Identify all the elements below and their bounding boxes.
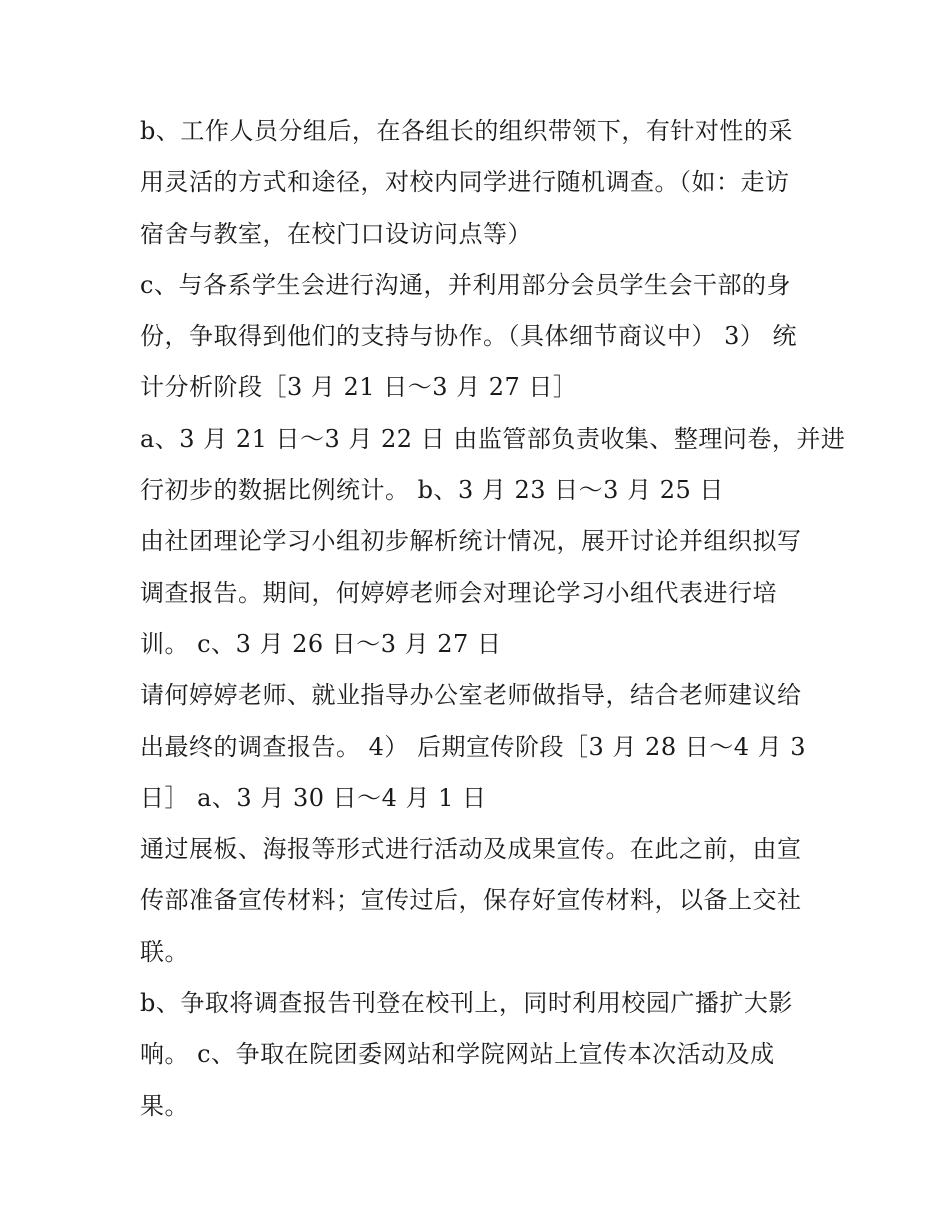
text-line-2: 用灵活的方式和途径，对校内同学进行随机调查。（如：走访: [140, 168, 790, 197]
text-line-11: 训。 c、3 月 26 日～3 月 27 日: [140, 629, 502, 658]
text-line-14: 日］ a、3 月 30 日～4 月 1 日: [140, 783, 487, 812]
text-line-18: b、争取将调查报告刊登在校刊上，同时利用校园广播扩大影: [140, 989, 793, 1018]
text-line-3: 宿舍与教室，在校门口设访问点等）: [140, 219, 532, 248]
text-line-4: c、与各系学生会进行沟通，并利用部分会员学生会干部的身: [140, 270, 791, 299]
text-line-16: 传部准备宣传材料；宣传过后，保存好宣传材料，以备上交社: [140, 886, 802, 915]
text-line-15: 通过展板、海报等形式进行活动及成果宣传。在此之前，由宣: [140, 835, 802, 864]
text-line-1: b、工作人员分组后，在各组长的组织带领下，有针对性的采: [140, 117, 793, 145]
text-line-8: 行初步的数据比例统计。 b、3 月 23 日～3 月 25 日: [140, 476, 724, 505]
text-line-5: 份，争取得到他们的支持与协作。（具体细节商议中） 3） 统: [140, 322, 798, 351]
document-body: [140, 106, 846, 1132]
text-line-6: 计分析阶段［3 月 21 日～3 月 27 日］: [140, 373, 578, 402]
text-line-10: 调查报告。期间，何婷婷老师会对理论学习小组代表进行培: [140, 578, 777, 607]
text-line-9: 由社团理论学习小组初步解析统计情况，展开讨论并组织拟写: [140, 527, 802, 556]
text-line-19: 响。 c、争取在院团委网站和学院网站上宣传本次活动及成: [140, 1040, 775, 1069]
text-line-12: 请何婷婷老师、就业指导办公室老师做指导，结合老师建议给: [140, 681, 802, 710]
text-line-7: a、3 月 21 日～3 月 22 日 由监管部负责收集、整理问卷，并进: [140, 424, 846, 453]
text-line-13: 出最终的调查报告。 4） 后期宣传阶段［3 月 28 日～4 月 3: [140, 732, 807, 761]
text-line-20: 果。: [140, 1091, 189, 1120]
text-line-17: 联。: [140, 937, 189, 966]
